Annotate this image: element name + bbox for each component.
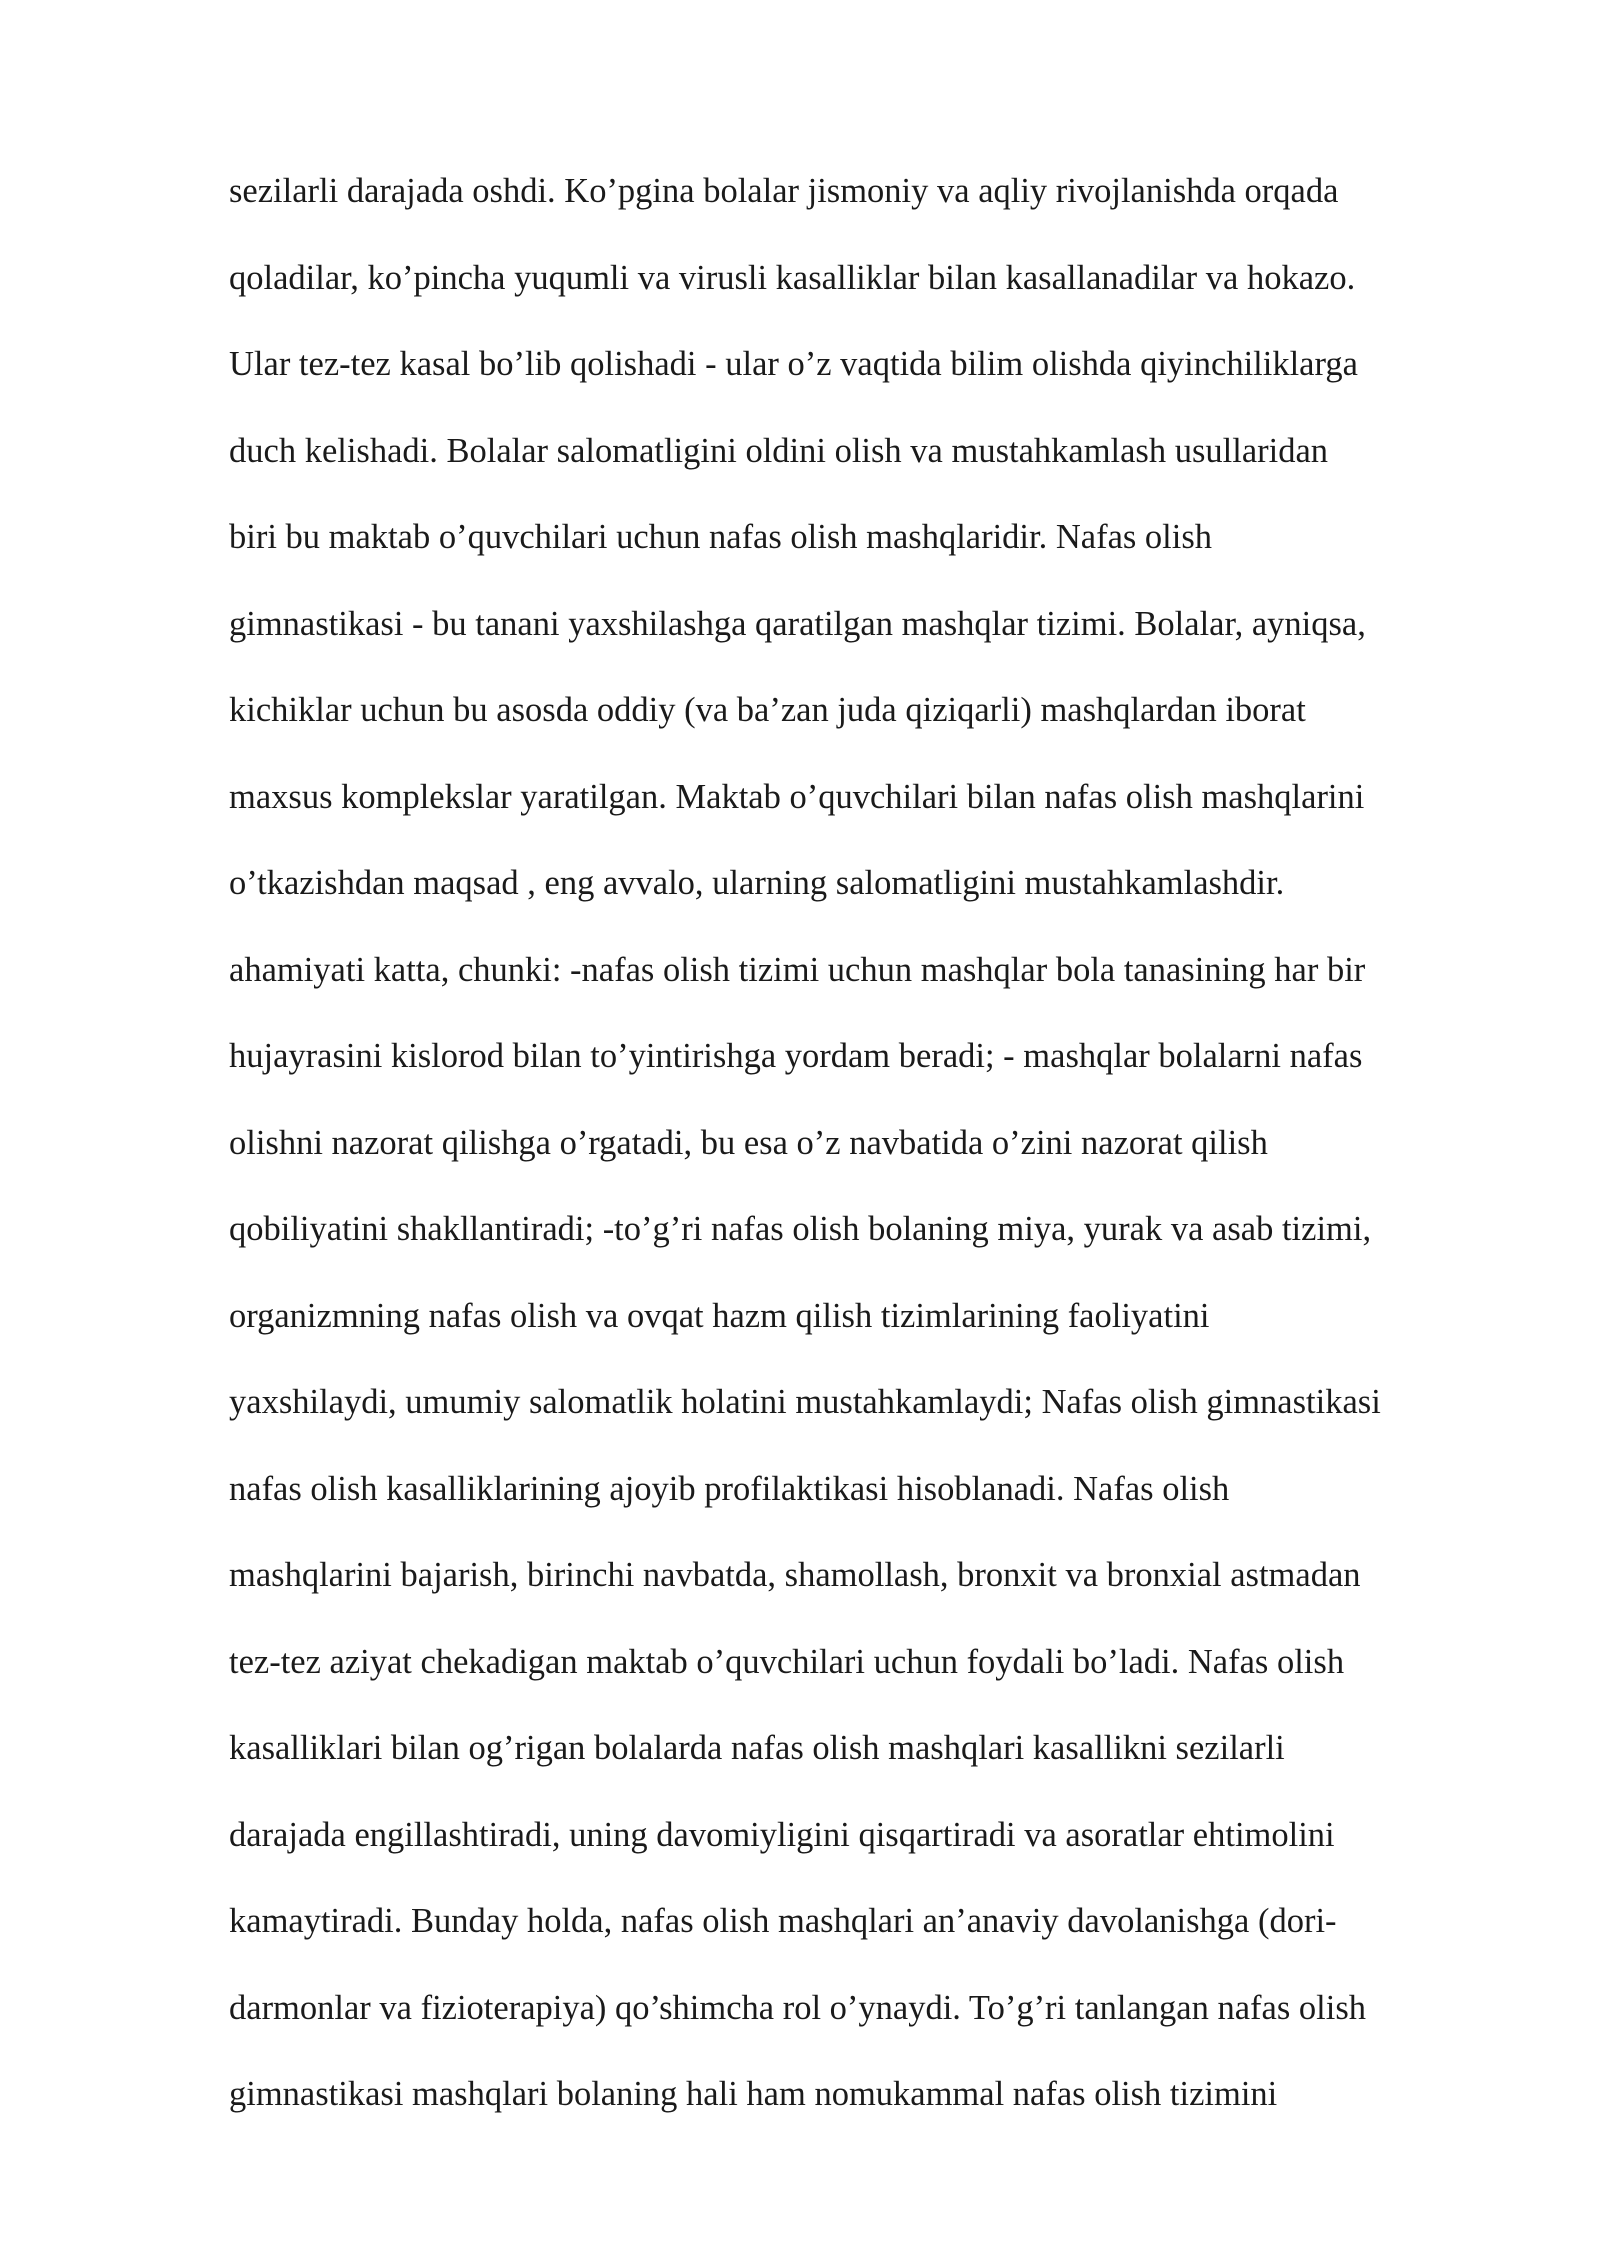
body-text (229, 148, 1529, 2138)
text-line: olishni nazorat qilishga o’rgatadi, bu esa o’z navbatida o’zini nazorat qilish (229, 1123, 1268, 1162)
text-line: gimnastikasi mashqlari bolaning hali ham nomukammal nafas olish tizimini (229, 2075, 1278, 2113)
text-line: organizmning nafas olish va ovqat hazm qilish tizimlarining faoliyatini (229, 1296, 1210, 1335)
text-line: biri bu maktab o’quvchilari uchun nafas olish mashqlaridir. Nafas olish (229, 518, 1213, 556)
text-line: maxsus komplekslar yaratilgan. Maktab o’quvchilari bilan nafas olish mashqlarini (229, 777, 1365, 816)
text-line: mashqlarini bajarish, birinchi navbatda, shamollash, bronxit va bronxial astmadan (229, 1556, 1361, 1594)
text-line: yaxshilaydi, umumiy salomatlik holatini mustahkamlaydi; Nafas olish gimnastikasi (229, 1383, 1381, 1421)
text-line: qobiliyatini shakllantiradi; -to’g’ri nafas olish bolaning miya, yurak va asab tizimi, (229, 1210, 1372, 1248)
text-line: darajada engillashtiradi, uning davomiyligini qisqartiradi va asoratlar ehtimolini (229, 1815, 1335, 1854)
text-line: sezilarli darajada oshdi. Ko’pgina bolalar jismoniy va aqliy rivojlanishda orqada (229, 172, 1339, 210)
text-line: tez-tez aziyat chekadigan maktab o’quvchilari uchun foydali bo’ladi. Nafas olish (229, 1642, 1345, 1681)
text-line: kamaytiradi. Bunday holda, nafas olish mashqlari an’anaviy davolanishga (dori- (229, 1902, 1337, 1940)
text-line: qoladilar, ko’pincha yuqumli va virusli kasalliklar bilan kasallanadilar va hokazo. (229, 258, 1356, 297)
text-line: duch kelishadi. Bolalar salomatligini oldini olish va mustahkamlash usullaridan (229, 431, 1329, 470)
text-line: kasalliklari bilan og’rigan bolalarda nafas olish mashqlari kasallikni sezilarli (229, 1729, 1285, 1767)
text-line: ahamiyati katta, chunki: -nafas olish tizimi uchun mashqlar bola tanasining har bir (229, 950, 1366, 989)
text-line: darmonlar va fizioterapiya) qo’shimcha rol o’ynaydi. To’g’ri tanlangan nafas olish (229, 1988, 1367, 2027)
text-line: gimnastikasi - bu tanani yaxshilashga qaratilgan mashqlar tizimi. Bolalar, ayniqsa, (229, 604, 1366, 643)
text-line: hujayrasini kislorod bilan to’yintirishga yordam beradi; - mashqlar bolalarni nafas (229, 1037, 1363, 1075)
text-line: nafas olish kasalliklarining ajoyib profilaktikasi hisoblanadi. Nafas olish (229, 1469, 1230, 1508)
text-line: Ular tez-tez kasal bo’lib qolishadi - ular o’z vaqtida bilim olishda qiyinchiliklarga (229, 345, 1358, 383)
text-line: o’tkazishdan maqsad , eng avvalo, ularning salomatligini mustahkamlashdir. (229, 864, 1285, 902)
text-line: kichiklar uchun bu asosda oddiy (va ba’zan juda qiziqarli) mashqlardan iborat (229, 691, 1306, 729)
